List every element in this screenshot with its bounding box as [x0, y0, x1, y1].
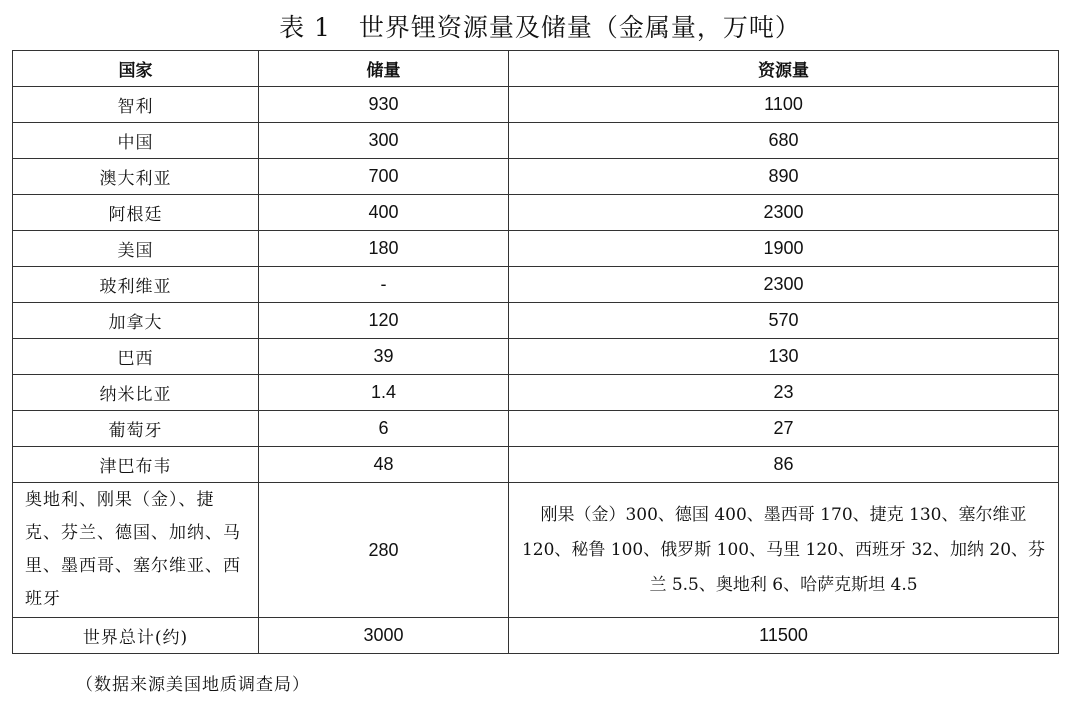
table-row: [13, 195, 1059, 231]
country-cell: 玻利维亚: [13, 267, 259, 303]
table-row: [13, 123, 1059, 159]
country-cell: 澳大利亚: [13, 159, 259, 195]
country-cell: 纳米比亚: [13, 375, 259, 411]
resource-cell: 1900: [509, 231, 1059, 267]
resource-cell: 680: [509, 123, 1059, 159]
country-cell: 加拿大: [13, 303, 259, 339]
resource-cell: 570: [509, 303, 1059, 339]
country-cell: 津巴布韦: [13, 447, 259, 483]
header-reserve: 储量: [259, 51, 509, 87]
table-row: [13, 339, 1059, 375]
data-source-note: （数据来源美国地质调查局）: [76, 675, 310, 695]
reserve-cell: 400: [259, 195, 509, 231]
reserve-cell: 6: [259, 411, 509, 447]
others-country-cell: 奥地利、刚果（金）、捷克、芬兰、德国、加纳、马里、墨西哥、塞尔维亚、西班牙: [13, 483, 259, 618]
reserve-cell: 120: [259, 303, 509, 339]
table-row: [13, 375, 1059, 411]
reserve-cell: 300: [259, 123, 509, 159]
country-cell: 葡萄牙: [13, 411, 259, 447]
resource-cell: 1100: [509, 87, 1059, 123]
resource-cell: 2300: [509, 267, 1059, 303]
total-label-cell: 世界总计(约): [13, 618, 259, 654]
resource-cell: 890: [509, 159, 1059, 195]
table-number: 表 1: [279, 13, 331, 42]
table-caption: 世界锂资源量及储量（金属量，万吨）: [358, 13, 801, 42]
header-country: 国家: [13, 51, 259, 87]
others-row: [13, 483, 1059, 618]
resource-cell: 130: [509, 339, 1059, 375]
header-resource: 资源量: [509, 51, 1059, 87]
others-resource-cell: 刚果（金）300、德国 400、墨西哥 170、捷克 130、塞尔维亚 120、秘鲁 100、俄罗斯 100、马里 120、西班牙 32、加纳 20、芬兰 5.5、奥地利 6、哈萨克斯坦 4.5: [509, 483, 1059, 618]
country-cell: 中国: [13, 123, 259, 159]
reserve-cell: 1.4: [259, 375, 509, 411]
others-reserve-cell: 280: [259, 483, 509, 618]
reserve-cell: 180: [259, 231, 509, 267]
resource-cell: 2300: [509, 195, 1059, 231]
header-row: [13, 51, 1059, 87]
table-row: [13, 303, 1059, 339]
total-resource-cell: 11500: [509, 618, 1059, 654]
table-row: [13, 447, 1059, 483]
table-row: [13, 411, 1059, 447]
table-title: [0, 8, 1080, 48]
table-row: [13, 87, 1059, 123]
resource-cell: 27: [509, 411, 1059, 447]
country-cell: 巴西: [13, 339, 259, 375]
resource-cell: 86: [509, 447, 1059, 483]
country-cell: 阿根廷: [13, 195, 259, 231]
reserve-cell: -: [259, 267, 509, 303]
total-row: [13, 618, 1059, 654]
table-row: [13, 159, 1059, 195]
reserve-cell: 48: [259, 447, 509, 483]
country-cell: 智利: [13, 87, 259, 123]
lithium-table: [12, 50, 1059, 654]
table-row: [13, 231, 1059, 267]
reserve-cell: 930: [259, 87, 509, 123]
reserve-cell: 39: [259, 339, 509, 375]
resource-cell: 23: [509, 375, 1059, 411]
total-reserve-cell: 3000: [259, 618, 509, 654]
table-row: [13, 267, 1059, 303]
reserve-cell: 700: [259, 159, 509, 195]
country-cell: 美国: [13, 231, 259, 267]
